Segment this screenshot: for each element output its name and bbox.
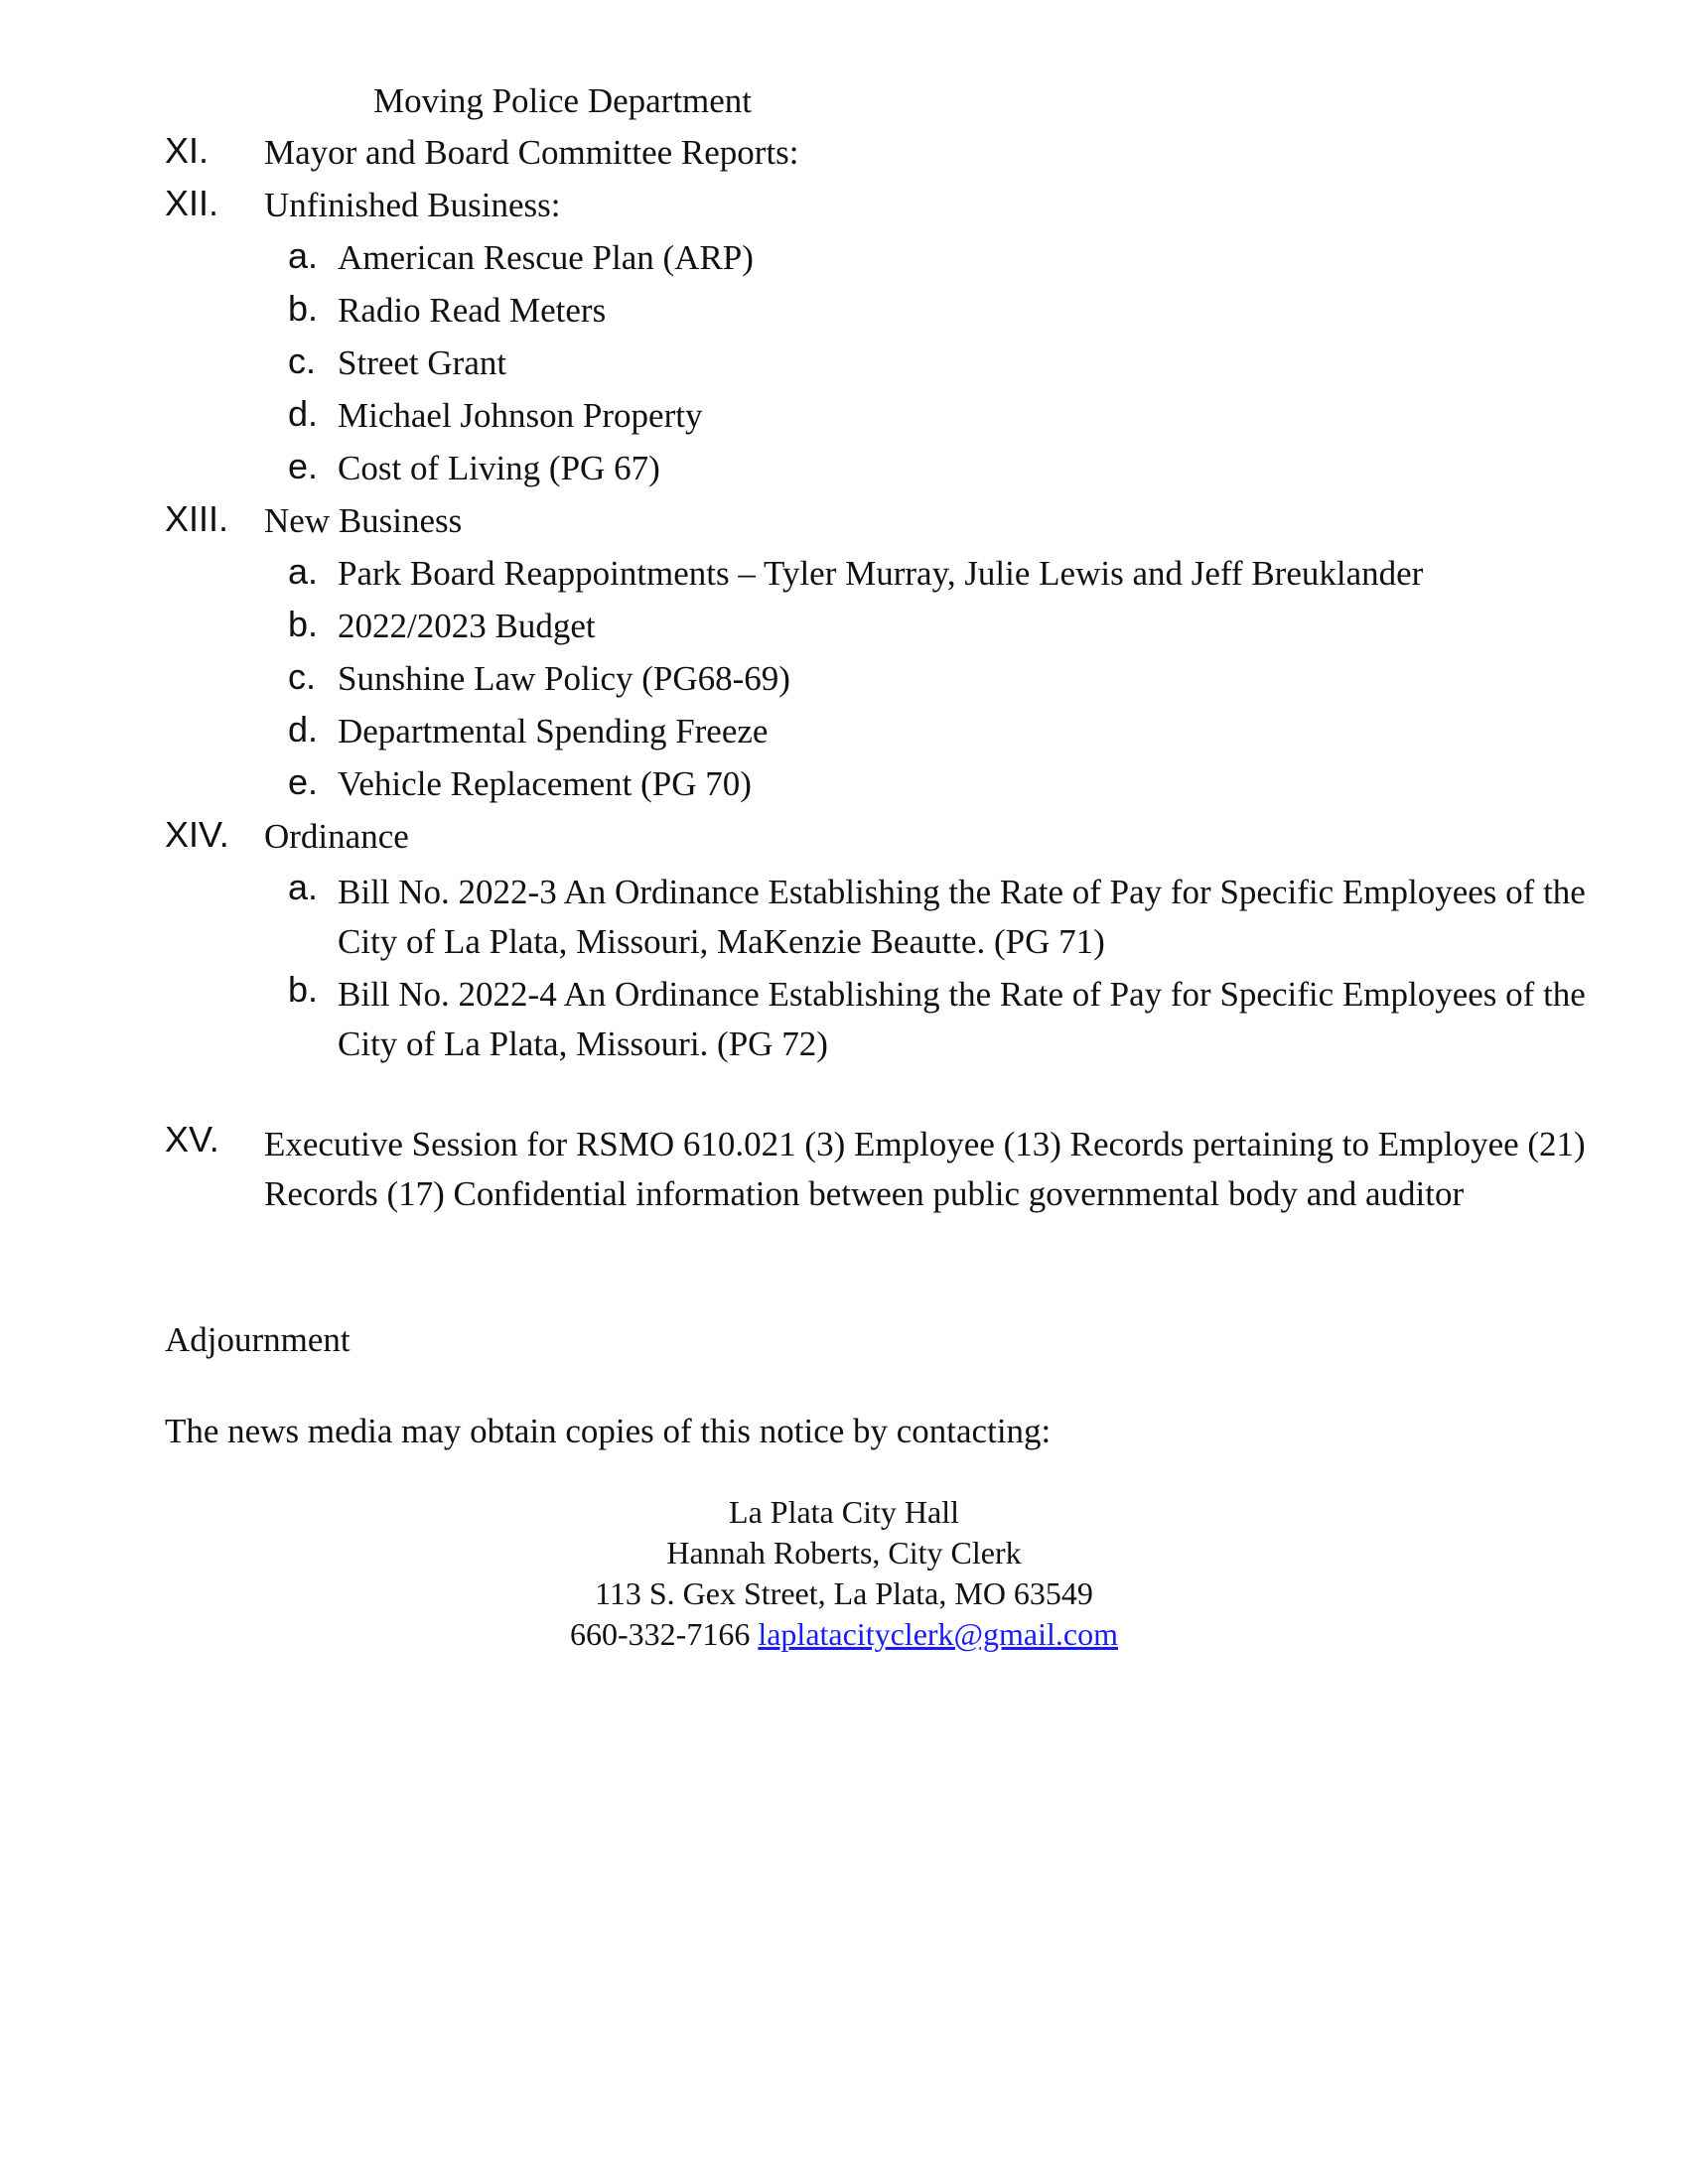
contact-office: La Plata City Hall — [729, 1494, 959, 1530]
item-text: 2022/2023 Budget — [338, 607, 596, 645]
section-numeral-xiv: XIV. — [165, 814, 229, 855]
contact-phone: 660-332-7166 — [570, 1616, 751, 1652]
contact-address: 113 S. Gex Street, La Plata, MO 63549 — [595, 1575, 1093, 1611]
item-text: Park Board Reappointments – Tyler Murray, Julie Lewis and Jeff Breuklander — [338, 554, 1424, 593]
item-text: Vehicle Replacement (PG 70) — [338, 764, 752, 803]
item-text: Bill No. 2022-4 An Ordinance Establishing the Rate of Pay for Specific Employees of the City of La Plata, Missouri. (PG 72) — [338, 975, 1586, 1063]
item-letter: a. — [288, 867, 319, 907]
item-text: American Rescue Plan (ARP) — [338, 238, 754, 277]
item-letter: a. — [288, 235, 319, 276]
item-letter: b. — [288, 969, 319, 1010]
item-text: Radio Read Meters — [338, 291, 607, 330]
section-numeral-xiii: XIII. — [165, 498, 229, 539]
continuation-line: Moving Police Department — [373, 81, 753, 120]
item-text: Michael Johnson Property — [338, 396, 703, 435]
contact-email-link[interactable]: laplatacityclerk@gmail.com — [758, 1616, 1118, 1652]
media-notice: The news media may obtain copies of this notice by contacting: — [165, 1412, 1052, 1450]
section-numeral-xi: XI. — [165, 130, 210, 171]
item-letter: e. — [288, 761, 319, 802]
item-letter: d. — [288, 393, 319, 434]
section-numeral-xii: XII. — [165, 183, 219, 223]
section-title-xi: Mayor and Board Committee Reports: — [264, 133, 799, 172]
item-text: Departmental Spending Freeze — [338, 712, 769, 751]
item-text: Cost of Living (PG 67) — [338, 449, 660, 487]
item-letter: e. — [288, 446, 319, 486]
item-text: Street Grant — [338, 343, 507, 382]
item-text: Bill No. 2022-3 An Ordinance Establishing the Rate of Pay for Specific Employees of the City of La Plata, Missouri, MaKenzie Beautte. (PG 71) — [338, 873, 1586, 961]
adjournment: Adjournment — [165, 1320, 351, 1359]
item-text: Sunshine Law Policy (PG68-69) — [338, 659, 790, 698]
section-title-xv: Executive Session for RSMO 610.021 (3) Employee (13) Records pertaining to Employee (21) Records (17) Confidential information between public governmental body and auditor — [264, 1125, 1586, 1213]
section-title-xiii: New Business — [264, 501, 463, 540]
section-numeral-xv: XV. — [165, 1119, 219, 1160]
contact-phone-email-line — [0, 1614, 1688, 1655]
section-title-xii: Unfinished Business: — [264, 186, 561, 224]
item-letter: b. — [288, 604, 319, 644]
item-letter: c. — [288, 656, 317, 697]
item-letter: c. — [288, 341, 317, 381]
section-title-xiv: Ordinance — [264, 817, 409, 856]
item-letter: a. — [288, 551, 319, 592]
contact-clerk: Hannah Roberts, City Clerk — [666, 1535, 1022, 1570]
contact-block — [0, 1492, 1688, 1655]
item-letter: b. — [288, 288, 319, 329]
item-letter: d. — [288, 709, 319, 750]
